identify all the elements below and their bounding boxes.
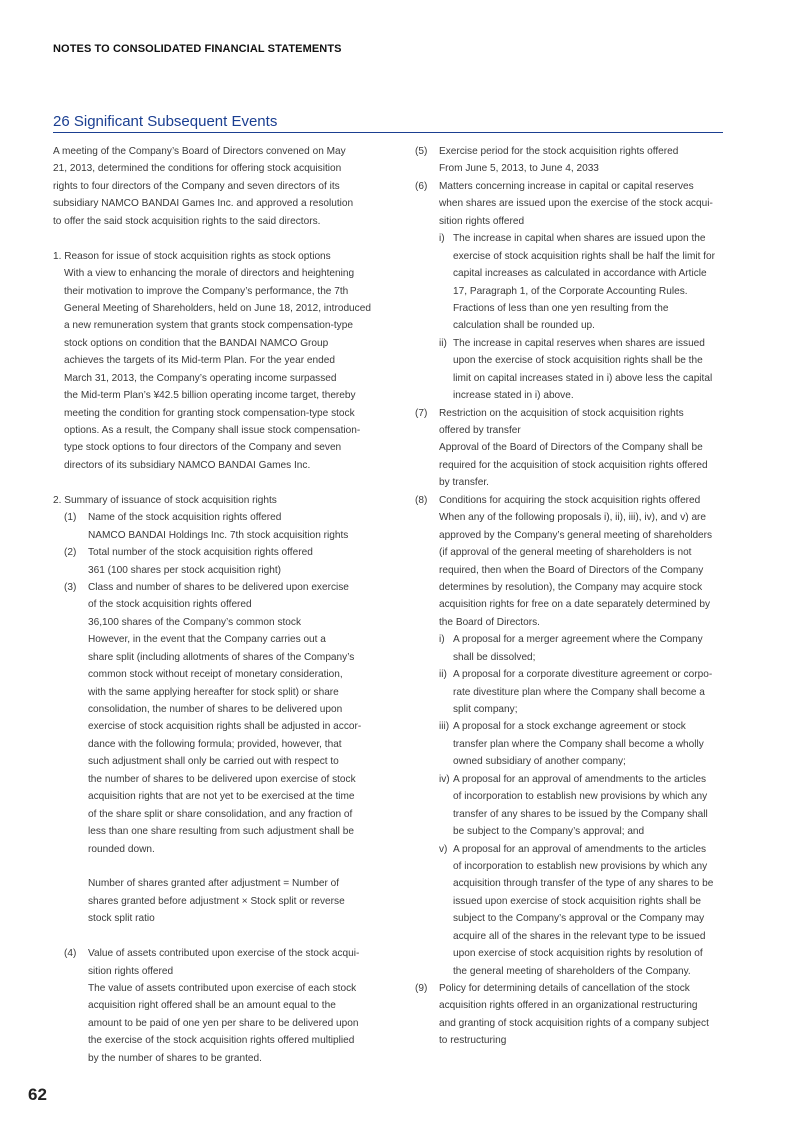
text-line [53,684,383,701]
line-text: required for the acquisition of stock acquisition rights offered [439,459,708,471]
line-text: exercise of stock acquisition rights shall be adjusted in accor- [88,721,362,733]
text-line [415,701,735,718]
line-text: rate divestiture plan where the Company shall become a [453,686,705,698]
line-text: rights to four directors of the Company and seven directors of its [53,180,340,192]
item-label: (9) [415,983,428,994]
line-text: Number of shares granted after adjustment = Number of [88,878,340,890]
text-line [53,701,383,718]
item-label: iii) [439,721,450,733]
text-line [415,997,735,1014]
title-divider [53,132,723,133]
item-label: (3) [64,581,77,593]
right-column [415,143,735,1050]
text-line [53,1015,383,1032]
text-line [53,753,383,770]
text-line [415,928,735,945]
line-text: 1. Reason for issue of stock acquisition rights as stock options [53,250,331,262]
line-text: acquisition rights offered in an organizational restructuring [439,1000,698,1012]
line-text: The increase in capital reserves when shares are issued [453,337,705,349]
line-text: transfer plan where the Company shall become a wholly [453,738,704,750]
text-line [415,387,735,404]
line-text: of incorporation to establish new provisions by which any [453,791,708,803]
line-text: when shares are issued upon the exercise of the stock acqui- [439,198,713,210]
line-text: A proposal for an approval of amendments to the articles [453,843,707,855]
text-line [53,387,383,404]
line-text: determines by resolution), the Company may acquire stock [439,581,703,593]
text-line [415,980,735,997]
line-text: The increase in capital when shares are issued upon the [453,233,706,245]
line-text: the number of shares to be delivered upon exercise of stock [88,773,356,785]
text-line [53,1050,383,1067]
item-label: (8) [415,494,428,506]
text-line [415,474,735,491]
text-line [53,213,383,230]
text-line [53,963,383,980]
text-line [53,422,383,439]
line-text: Exercise period for the stock acquisition rights offered [439,146,679,157]
text-line [415,457,735,474]
text-line [53,718,383,735]
text-line [415,771,735,788]
text-line [53,579,383,596]
line-text: the exercise of the stock acquisition rights offered multiplied [88,1035,355,1047]
line-text: March 31, 2013, the Company’s operating income surpassed [64,372,337,384]
line-text: required, then when the Board of Directors of the Company [439,564,704,576]
text-line [415,596,735,613]
text-line [53,160,383,177]
text-line [415,283,735,300]
line-text: calculation shall be rounded up. [453,320,595,332]
line-text: Restriction on the acquisition of stock acquisition rights [439,407,684,419]
text-line [415,405,735,422]
text-line [415,317,735,334]
text-line [53,649,383,666]
line-text: 36,100 shares of the Company’s common stock [88,616,302,628]
line-text: From June 5, 2013, to June 4, 2033 [439,163,599,175]
text-line [53,736,383,753]
line-text: 2. Summary of issuance of stock acquisition rights [53,494,277,506]
text-line [53,317,383,334]
line-text: dance with the following formula; provided, however, that [88,738,342,750]
line-text: by transfer. [439,477,489,489]
line-text: upon the exercise of stock acquisition rights shall be the [453,355,703,367]
text-line [415,300,735,317]
line-text: Total number of the stock acquisition rights offered [88,547,313,559]
text-line [53,910,383,927]
line-text: sition rights offered [88,965,174,977]
line-text: acquisition rights that are not yet to be exercised at the time [88,791,355,803]
text-line [53,527,383,544]
line-text: achieves the targets of its Mid-term Plan. For the year ended [64,355,335,367]
text-line [53,945,383,962]
text-line [415,492,735,509]
item-label: (1) [64,512,77,524]
text-line [53,841,383,858]
line-text: Policy for determining details of cancellation of the stock [439,983,690,994]
text-line [415,823,735,840]
text-line [415,963,735,980]
line-text: NAMCO BANDAI Holdings Inc. 7th stock acquisition rights [88,529,349,541]
line-text: rounded down. [88,843,155,855]
text-line [415,544,735,561]
text-line [53,457,383,474]
line-text: shall be dissolved; [453,651,536,663]
line-text: acquisition through transfer of the type of any shares to be [453,878,714,890]
line-text: meeting the condition for granting stock compensation-type stock [64,407,355,419]
text-line [53,614,383,631]
line-text: (if approval of the general meeting of shareholders is not [439,547,692,559]
text-line [415,788,735,805]
text-line [53,509,383,526]
text-line [53,439,383,456]
text-line [415,370,735,387]
text-line [53,300,383,317]
text-line [53,806,383,823]
section-title: 26 Significant Subsequent Events [53,113,278,130]
text-line [415,614,735,631]
line-text: of the share split or share consolidation, and any fraction of [88,808,353,820]
line-text: upon exercise of stock acquisition rights by resolution of [453,948,703,960]
text-line [53,875,383,892]
item-label: (2) [64,547,77,559]
line-text: With a view to enhancing the morale of directors and heightening [64,268,355,280]
line-text: amount to be paid of one yen per share to be delivered upon [88,1017,359,1029]
text-line [415,858,735,875]
text-line [53,544,383,561]
item-label: (4) [64,948,77,960]
line-text: transfer of any shares to be issued by the Company shall [453,808,708,820]
text-line [53,980,383,997]
text-line [53,788,383,805]
text-line [415,649,735,666]
text-line [415,718,735,735]
text-line [415,806,735,823]
text-line [415,736,735,753]
line-text: increase stated in i) above. [453,390,574,402]
blank-line [53,928,383,945]
line-text: be subject to the Company’s approval; and [453,826,645,838]
text-line [415,248,735,265]
line-text: to offer the said stock acquisition rights to the said directors. [53,215,321,227]
line-text: owned subsidiary of another company; [453,756,626,768]
text-line [415,562,735,579]
text-line [415,753,735,770]
line-text: the Board of Directors. [439,616,540,628]
item-label: (5) [415,146,428,157]
line-text: exercise of stock acquisition rights shall be half the limit for [453,250,715,262]
text-line [53,195,383,212]
line-text: acquisition right offered shall be an amount equal to the [88,1000,336,1012]
line-text: to restructuring [439,1035,507,1047]
line-text: and granting of stock acquisition rights of a company subject [439,1017,709,1029]
text-line [53,771,383,788]
line-text: acquire all of the shares in the relevant type to be issued [453,930,706,942]
line-text: share split (including allotments of shares of the Company’s [88,651,355,663]
text-line [53,666,383,683]
line-text: Matters concerning increase in capital or capital reserves [439,180,694,192]
line-text: acquisition rights for free on a date separately determined by [439,599,711,611]
line-text: directors of its subsidiary NAMCO BANDAI Games Inc. [64,459,311,471]
line-text: 361 (100 shares per stock acquisition right) [88,564,282,576]
text-line [53,370,383,387]
line-text: such adjustment shall only be carried out with respect to [88,756,339,768]
line-text: 21, 2013, determined the conditions for offering stock acquisition [53,163,342,175]
line-text: the Mid-term Plan’s ¥42.5 billion operating income target, thereby [64,390,356,402]
item-label: ii) [439,669,447,681]
text-line [415,335,735,352]
text-line [415,1015,735,1032]
text-line [415,265,735,282]
line-text: common stock without receipt of monetary consideration, [88,669,343,681]
page-number: 62 [28,1085,47,1104]
text-line [415,684,735,701]
text-line [415,509,735,526]
line-text: Approval of the Board of Directors of the Company shall be [439,442,703,454]
line-text: sition rights offered [439,215,525,227]
text-line [415,1032,735,1049]
line-text: the general meeting of shareholders of the Company. [453,965,691,977]
text-line [415,143,735,160]
text-line [415,230,735,247]
text-line [415,527,735,544]
text-line [53,248,383,265]
text-line [415,422,735,439]
text-line [53,823,383,840]
blank-line [53,230,383,247]
text-line [53,1032,383,1049]
text-line [53,997,383,1014]
line-text: with the same applying hereafter for stock split) or share [88,686,339,698]
line-text: Name of the stock acquisition rights offered [88,512,282,524]
item-label: (6) [415,180,428,192]
line-text: their motivation to improve the Company’s performance, the 7th [64,285,349,297]
line-text: of incorporation to establish new provisions by which any [453,860,708,872]
line-text: offered by transfer [439,425,521,436]
text-line [415,579,735,596]
line-text: capital increases as calculated in accordance with Article [453,268,707,280]
line-text: Value of assets contributed upon exercise of the stock acqui- [88,948,360,960]
line-text: subsidiary NAMCO BANDAI Games Inc. and approved a resolution [53,198,354,210]
line-text: 17, Paragraph 1, of the Corporate Accounting Rules. [453,285,688,297]
line-text: limit on capital increases stated in i) above less the capital [453,372,713,384]
line-text: by the number of shares to be granted. [88,1052,262,1064]
line-text: options. As a result, the Company shall issue stock compensation- [64,425,361,436]
text-line [53,143,383,160]
text-line [415,666,735,683]
item-label: ii) [439,337,447,349]
line-text: Fractions of less than one yen resulting from the [453,302,669,314]
text-line [415,178,735,195]
line-text: approved by the Company’s general meeting of shareholders [439,529,713,541]
line-text: of the stock acquisition rights offered [88,599,252,611]
text-line [415,160,735,177]
text-line [415,910,735,927]
line-text: A meeting of the Company’s Board of Directors convened on May [53,146,346,157]
blank-line [53,474,383,491]
text-line [53,492,383,509]
text-line [415,439,735,456]
running-header: NOTES TO CONSOLIDATED FINANCIAL STATEMENTS [53,43,342,55]
text-line [53,178,383,195]
text-line [415,945,735,962]
line-text: consolidation, the number of shares to be delivered upon [88,704,343,715]
line-text: Conditions for acquiring the stock acquisition rights offered [439,494,701,506]
text-line [53,335,383,352]
line-text: Class and number of shares to be delivered upon exercise [88,581,349,593]
text-line [53,631,383,648]
line-text: However, in the event that the Company carries out a [88,634,326,646]
line-text: stock options on condition that the BANDAI NAMCO Group [64,337,329,349]
item-label: i) [439,233,445,245]
text-line [53,405,383,422]
line-text: The value of assets contributed upon exercise of each stock [88,983,357,994]
line-text: issued upon exercise of stock acquisition rights shall be [453,895,701,907]
text-line [53,283,383,300]
text-line [415,841,735,858]
text-line [415,631,735,648]
item-label: v) [439,843,448,855]
text-line [415,352,735,369]
line-text: less than one share resulting from such adjustment shall be [88,826,354,838]
line-text: split company; [453,704,518,715]
line-text: When any of the following proposals i), ii), iii), iv), and v) are [439,512,707,524]
text-line [53,893,383,910]
line-text: stock split ratio [88,913,155,925]
text-line [415,213,735,230]
item-label: iv) [439,773,450,785]
line-text: A proposal for a stock exchange agreement or stock [453,721,686,733]
text-line [53,596,383,613]
text-line [415,195,735,212]
line-text: A proposal for a merger agreement where the Company [453,634,703,646]
text-line [53,265,383,282]
line-text: General Meeting of Shareholders, held on June 18, 2012, introduced [64,302,371,314]
text-line [415,875,735,892]
item-label: i) [439,634,445,646]
text-line [53,352,383,369]
line-text: subject to the Company’s approval or the Company may [453,913,705,925]
text-line [415,893,735,910]
text-line [53,562,383,579]
line-text: A proposal for an approval of amendments to the articles [453,773,707,785]
blank-line [53,858,383,875]
line-text: a new remuneration system that grants stock compensation-type [64,320,353,332]
line-text: type stock options to four directors of the Company and seven [64,442,342,454]
left-column [53,143,383,1067]
line-text: shares granted before adjustment × Stock split or reverse [88,895,345,907]
line-text: A proposal for a corporate divestiture agreement or corpo- [453,669,713,681]
item-label: (7) [415,407,428,419]
